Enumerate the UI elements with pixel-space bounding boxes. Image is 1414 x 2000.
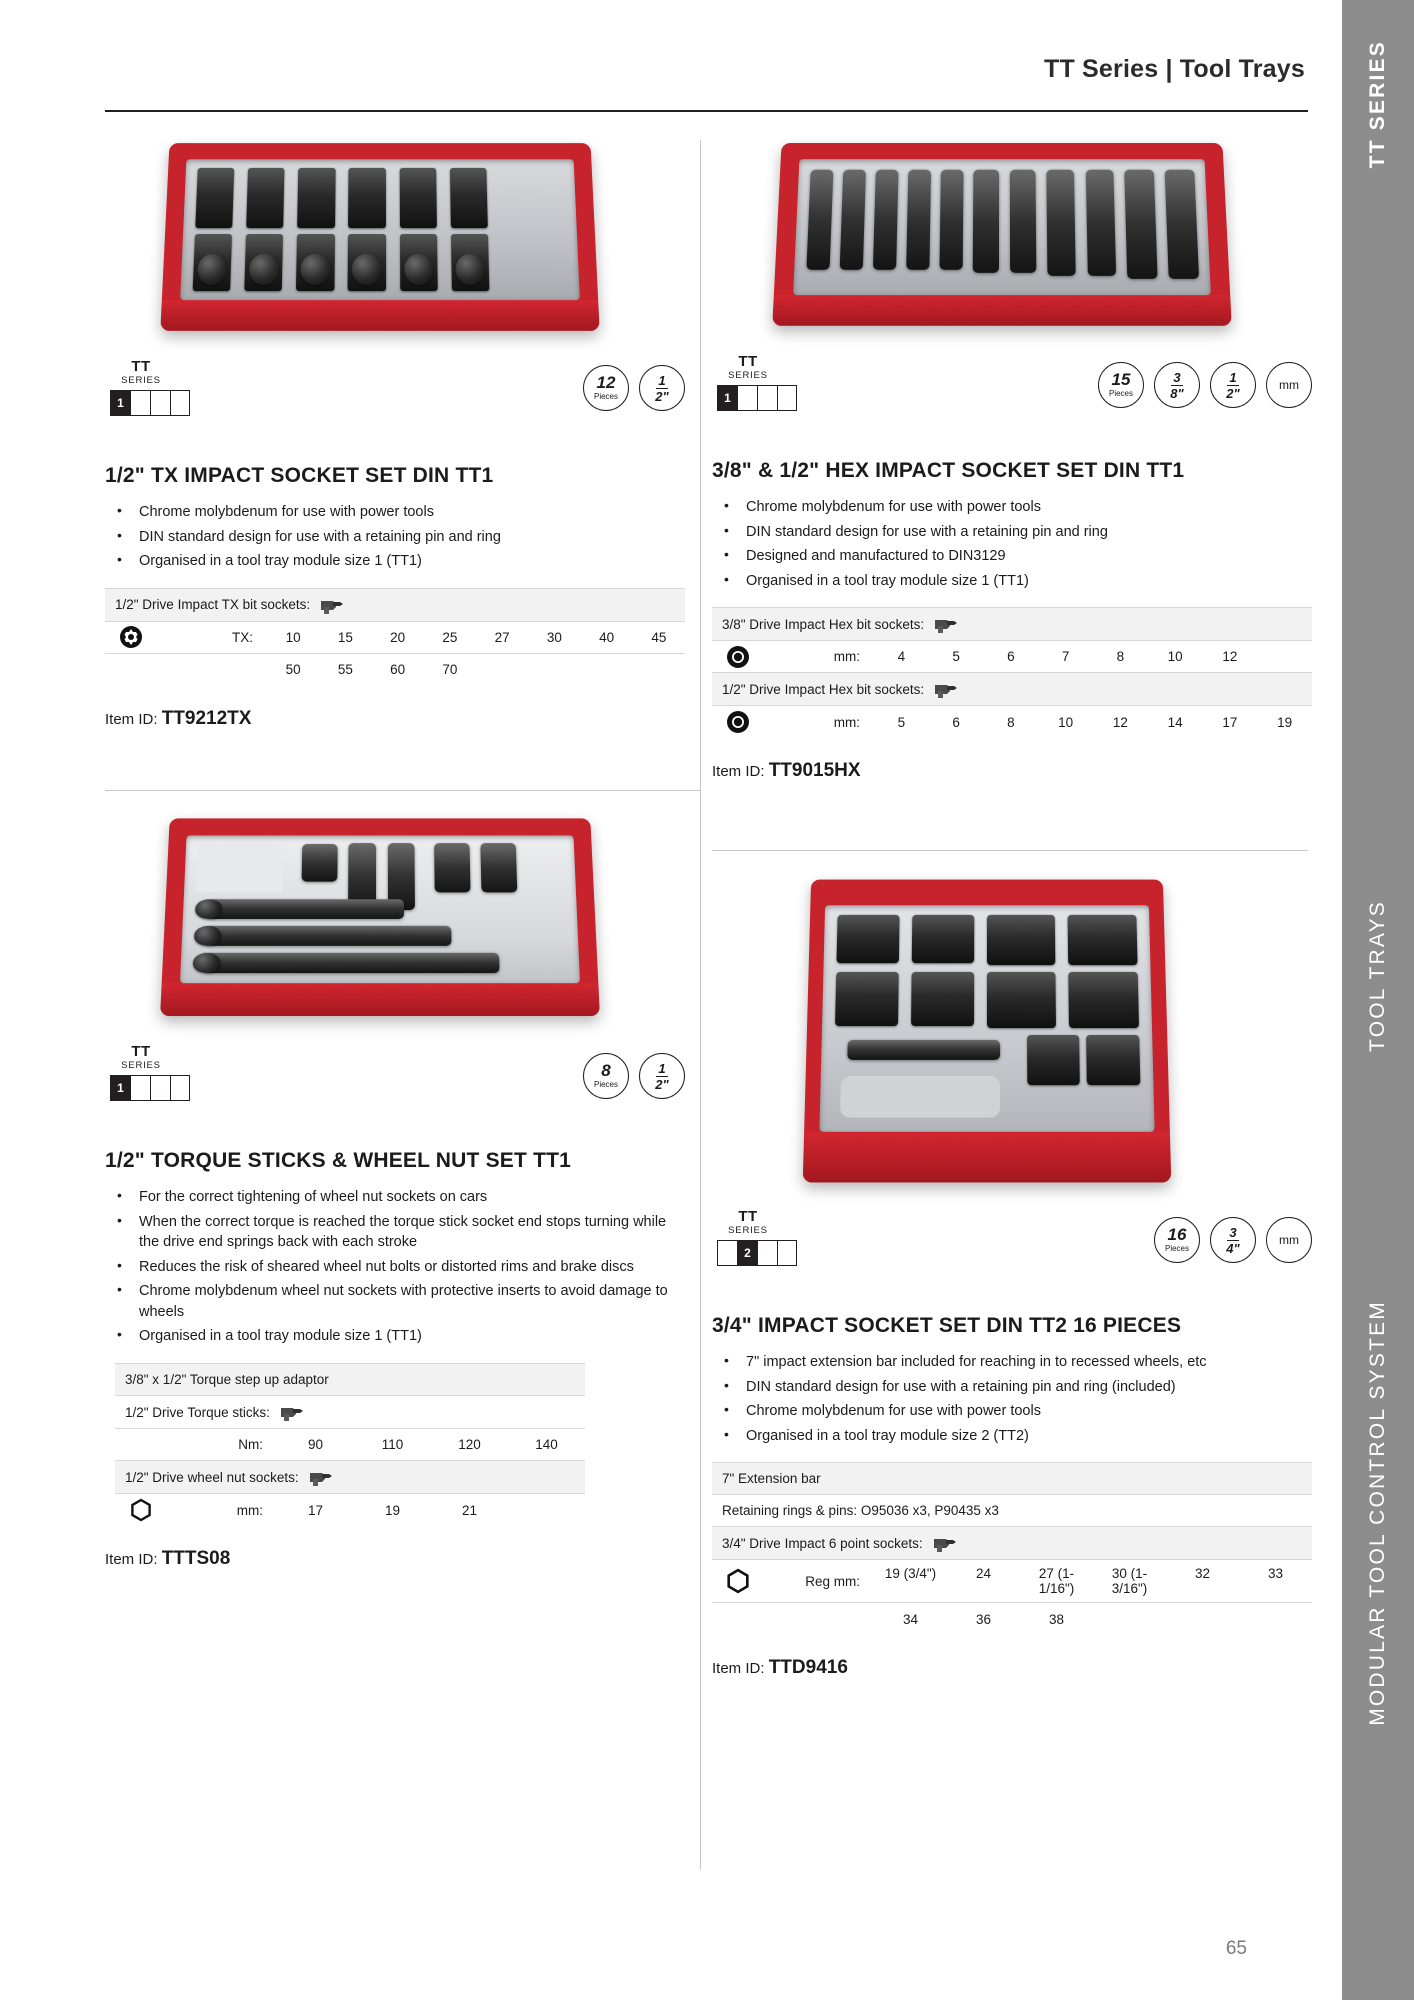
spec-value: 38 (1048, 1611, 1065, 1627)
spec-table-header-row (712, 608, 1312, 641)
piece-count-unit: Pieces (593, 1080, 618, 1090)
spec-badges (1098, 362, 1312, 408)
spec-header-text: 3/8" Drive Impact Hex bit sockets: (722, 616, 925, 632)
feature-item: • Chrome molybdenum wheel nut sockets with protective inserts to avoid damage to wheels (105, 1281, 685, 1322)
tray-size-cell (777, 1240, 797, 1266)
spec-table-row (712, 641, 1312, 673)
tt-series-sublabel: SERIES (728, 370, 768, 381)
spec-table-header-row (712, 673, 1312, 706)
piece-count-unit: Pieces (1164, 1244, 1189, 1254)
spec-plain-text: 3/8" x 1/2" Torque step up adaptor (125, 1372, 329, 1388)
spec-value: 32 (1194, 1566, 1211, 1582)
spec-value (633, 656, 685, 683)
spec-row-values (874, 643, 1312, 670)
feature-item: • DIN standard design for use with a retaining pin and ring (105, 527, 685, 548)
spec-value: 5 (897, 714, 906, 730)
metric-badge (1266, 362, 1312, 408)
spec-row-values (267, 656, 685, 683)
item-id-value: TTTS08 (161, 1548, 231, 1570)
spec-value: 5 (952, 649, 960, 665)
product-title: 1/2" TX IMPACT SOCKET SET DIN TT1 (105, 464, 494, 487)
spec-row-unit: mm: (833, 714, 860, 730)
spec-value: 12 (1222, 649, 1238, 665)
feature-item: • Designed and manufactured to DIN3129 (712, 546, 1312, 567)
spec-value: 4 (897, 649, 906, 665)
spec-plain-text: 7" Extension bar (722, 1471, 821, 1487)
spec-table-row (115, 1494, 585, 1526)
tt-series-sublabel: SERIES (121, 375, 161, 386)
spec-table-row (712, 706, 1312, 738)
drive-size-badge (1154, 362, 1200, 408)
spec-header-text: 1/2" Drive Impact Hex bit sockets: (722, 681, 925, 697)
spec-value: 36 (975, 1611, 992, 1627)
spec-value: 14 (1167, 714, 1183, 730)
spec-value: 120 (458, 1437, 481, 1453)
spec-value (528, 656, 580, 683)
spec-value: 21 (461, 1502, 478, 1518)
spec-badges (583, 365, 685, 411)
header-divider (105, 110, 1308, 112)
column-divider (700, 140, 701, 1870)
drive-size-numerator: 1 (658, 1060, 666, 1076)
spec-plain-text: Retaining rings & pins: O95036 x3, P90435 x3 (722, 1503, 999, 1519)
spec-value: 12 (1112, 714, 1128, 730)
piece-count-badge (583, 365, 629, 411)
tray-size-cell (130, 1075, 150, 1101)
feature-list (712, 1352, 1312, 1446)
product-title: 1/2" TORQUE STICKS & WHEEL NUT SET TT1 (105, 1149, 572, 1172)
spec-value: 10 (1167, 649, 1183, 665)
tray-size-cell (757, 385, 777, 411)
feature-item: • Chrome molybdenum for use with power tools (712, 1401, 1312, 1422)
tt-series-label: TT (738, 353, 758, 370)
feature-item: • Chrome molybdenum for use with power tools (712, 497, 1312, 518)
feature-item: • Organised in a tool tray module size 1 (TT1) (105, 551, 685, 572)
page-number: 65 (1225, 1938, 1247, 1959)
impact-wrench-icon (932, 679, 962, 699)
spec-value: 8 (1116, 649, 1125, 665)
spec-value: 30 (1-3/16") (1111, 1566, 1148, 1597)
spec-value: 19 (3/4") (884, 1566, 937, 1582)
item-id (105, 708, 685, 730)
spec-table-row (105, 654, 685, 686)
spec-value: 30 (546, 629, 562, 645)
left-column-divider (105, 790, 700, 791)
metric-badge-label: mm (1279, 1233, 1299, 1247)
spec-header-label (115, 1396, 318, 1428)
drive-size-badge (639, 365, 685, 411)
drive-size-badge (1210, 1217, 1256, 1263)
tray-size-cell: 2 (737, 1240, 757, 1266)
spec-table (115, 1363, 585, 1526)
spec-table (712, 607, 1312, 738)
hex-outline-icon (712, 1568, 764, 1594)
spec-table-header-row (712, 1527, 1312, 1560)
product-title: 3/4" IMPACT SOCKET SET DIN TT2 16 PIECES (712, 1314, 1182, 1337)
feature-item: • Organised in a tool tray module size 1 (TT1) (712, 571, 1312, 592)
piece-count-unit: Pieces (593, 392, 618, 402)
spec-value: 7 (1061, 649, 1070, 665)
spec-value: 8 (1007, 714, 1015, 730)
page-title: TT Series | Tool Trays (1043, 55, 1305, 83)
spec-value: 10 (1058, 714, 1074, 730)
spec-row-unit: mm: (236, 1502, 263, 1518)
feature-item: • Reduces the risk of sheared wheel nut bolts or distorted rims and brake discs (105, 1257, 685, 1278)
spec-table-header-row (105, 589, 685, 622)
product-image-tt9015hx (777, 140, 1227, 340)
spec-header-label (712, 608, 972, 640)
spec-header-text: 1/2" Drive Torque sticks: (125, 1404, 270, 1420)
product-image-ttts08 (165, 815, 595, 1030)
piece-count-value: 12 (596, 373, 616, 393)
item-id-label: Item ID: (105, 710, 158, 728)
feature-item: • Chrome molybdenum for use with power tools (105, 502, 685, 523)
spec-table-row (712, 1560, 1312, 1603)
metric-badge-label: mm (1279, 378, 1299, 392)
tray-size-cell (150, 1075, 170, 1101)
drive-size-denominator: 8" (1170, 385, 1184, 401)
spec-value: 17 (307, 1502, 324, 1518)
spec-value (508, 1497, 585, 1524)
spec-table-header-row (115, 1461, 585, 1494)
spec-badges (583, 1053, 685, 1099)
feature-list (712, 497, 1312, 591)
spec-header-label (712, 673, 972, 705)
piece-count-unit: Pieces (1108, 389, 1133, 399)
spec-value: 60 (390, 662, 406, 678)
spec-value: 19 (1277, 714, 1293, 730)
spec-header-text: 1/2" Drive Impact TX bit sockets: (115, 597, 311, 613)
spec-table-row (712, 1603, 1312, 1635)
feature-item: • For the correct tightening of wheel nut sockets on cars (105, 1187, 685, 1208)
piece-count-badge (1154, 1217, 1200, 1263)
spec-table-plain-row (115, 1364, 585, 1396)
hex-socket-icon (712, 710, 764, 734)
item-id-value: TT9212TX (161, 707, 252, 729)
feature-list (105, 1187, 685, 1347)
hex-socket-icon (712, 645, 764, 669)
tray-size-cell (717, 1240, 737, 1266)
spec-value (1257, 643, 1312, 670)
spec-value: 140 (535, 1437, 558, 1453)
product-card-ttts08 (105, 815, 685, 1570)
spec-table-header-row (115, 1396, 585, 1429)
item-id (105, 1548, 685, 1570)
spec-value: 6 (952, 714, 960, 730)
spec-row-values (277, 1431, 585, 1458)
spec-value: 33 (1267, 1566, 1284, 1582)
product-image-ttd9416 (807, 875, 1167, 1195)
spec-value: 45 (651, 629, 667, 645)
product-title: 3/8" & 1/2" HEX IMPACT SOCKET SET DIN TT1 (712, 459, 1185, 482)
spec-value: 27 (1-1/16") (1038, 1566, 1075, 1597)
product-image-tt9212tx (165, 140, 595, 345)
spec-value: 50 (285, 662, 301, 678)
rail-label-tt-series: TT SERIES (1366, 40, 1389, 169)
spec-table (712, 1462, 1312, 1635)
spec-table-plain-row (712, 1463, 1312, 1495)
piece-count-badge (1098, 362, 1144, 408)
drive-size-badge (1210, 362, 1256, 408)
feature-item: • Organised in a tool tray module size 1 (TT1) (105, 1326, 685, 1347)
spec-row-unit: TX: (231, 629, 253, 645)
drive-size-numerator: 3 (1229, 1224, 1237, 1240)
spec-value: 6 (1007, 649, 1015, 665)
item-id-value: TT9015HX (768, 760, 861, 782)
spec-header-label (712, 1527, 971, 1559)
torx-icon (105, 625, 157, 649)
feature-item: • 7" impact extension bar included for reaching in to recessed wheels, etc (712, 1352, 1312, 1373)
piece-count-value: 16 (1167, 1225, 1187, 1245)
drive-size-numerator: 1 (658, 372, 666, 388)
tray-size-cell: 1 (717, 385, 737, 411)
spec-table (105, 588, 685, 686)
spec-header-label (115, 1461, 347, 1493)
item-id (712, 1657, 1312, 1679)
tray-size-cell (757, 1240, 777, 1266)
drive-size-badge (639, 1053, 685, 1099)
spec-badges (1154, 1217, 1312, 1263)
spec-value: 55 (337, 662, 353, 678)
impact-wrench-icon (307, 1467, 337, 1487)
tray-size-cell: 1 (110, 1075, 130, 1101)
spec-value: 40 (599, 629, 615, 645)
item-id (712, 760, 1312, 782)
drive-size-denominator: 4" (1226, 1240, 1240, 1256)
spec-value: 110 (381, 1437, 404, 1453)
drive-size-denominator: 2" (655, 388, 669, 404)
tt-series-label: TT (131, 1043, 151, 1060)
feature-item: • DIN standard design for use with a retaining pin and ring (included) (712, 1377, 1312, 1398)
metric-badge (1266, 1217, 1312, 1263)
rail-label-modular: MODULAR TOOL CONTROL SYSTEM (1366, 1300, 1389, 1726)
tray-size-cell: 1 (110, 390, 130, 416)
drive-size-numerator: 3 (1173, 369, 1181, 385)
feature-item: • Organised in a tool tray module size 2 (TT2) (712, 1426, 1312, 1447)
spec-value: 17 (1222, 714, 1238, 730)
drive-size-denominator: 2" (1226, 385, 1240, 401)
spec-value: 70 (442, 662, 458, 678)
spec-value (1239, 1606, 1312, 1633)
tt-series-sublabel: SERIES (121, 1060, 161, 1071)
spec-table-row (105, 622, 685, 654)
tt-series-label: TT (131, 358, 151, 375)
spec-row-values (277, 1497, 585, 1524)
side-rail (1342, 0, 1414, 2000)
product-card-tt9212tx (105, 140, 685, 730)
product-card-tt9015hx (712, 140, 1312, 782)
tray-size-cell (170, 1075, 190, 1101)
spec-value (1093, 1606, 1166, 1633)
impact-wrench-icon (931, 1533, 961, 1553)
feature-list (105, 502, 685, 572)
spec-row-values (874, 1560, 1312, 1602)
drive-size-denominator: 2" (655, 1076, 669, 1092)
spec-header-text: 3/4" Drive Impact 6 point sockets: (722, 1535, 923, 1551)
spec-row-values (267, 624, 685, 651)
right-column-divider (712, 850, 1308, 851)
spec-header-label (105, 589, 358, 621)
spec-value: 24 (975, 1566, 992, 1582)
spec-header-text: 1/2" Drive wheel nut sockets: (125, 1469, 299, 1485)
spec-value: 34 (902, 1611, 919, 1627)
tray-size-cell (737, 385, 757, 411)
spec-table-plain-row (712, 1495, 1312, 1527)
spec-value: 10 (285, 629, 301, 645)
spec-value (581, 656, 633, 683)
tray-size-cell (150, 390, 170, 416)
rail-label-tool-trays: TOOL TRAYS (1366, 900, 1389, 1052)
spec-value: 90 (307, 1437, 324, 1453)
spec-row-unit: Nm: (238, 1437, 263, 1453)
spec-value (476, 656, 528, 683)
tray-size-cell (777, 385, 797, 411)
item-id-label: Item ID: (712, 1660, 765, 1678)
item-id-label: Item ID: (712, 763, 765, 781)
spec-row-unit: mm: (833, 649, 860, 665)
product-card-ttd9416 (712, 875, 1312, 1679)
page-header (105, 55, 1305, 84)
spec-table-row (115, 1429, 585, 1461)
spec-value: 27 (494, 629, 510, 645)
feature-item: • When the correct torque is reached the torque stick socket end stops turning while the drive end springs back with each stroke (105, 1212, 685, 1253)
spec-row-values (874, 1606, 1312, 1633)
spec-value: 15 (337, 629, 353, 645)
item-id-value: TTD9416 (768, 1657, 848, 1679)
tt-series-sublabel: SERIES (728, 1225, 768, 1236)
spec-value: 19 (384, 1502, 401, 1518)
impact-wrench-icon (278, 1402, 308, 1422)
item-id-label: Item ID: (105, 1551, 158, 1569)
feature-item: • DIN standard design for use with a retaining pin and ring (712, 522, 1312, 543)
piece-count-value: 15 (1111, 370, 1131, 390)
spec-row-unit: Reg mm: (805, 1573, 860, 1589)
spec-row-values (874, 709, 1312, 736)
tray-size-cell (170, 390, 190, 416)
spec-value: 25 (442, 629, 458, 645)
spec-value: 20 (390, 629, 406, 645)
tt-series-label: TT (738, 1208, 758, 1225)
piece-count-badge (583, 1053, 629, 1099)
impact-wrench-icon (932, 614, 962, 634)
drive-size-numerator: 1 (1229, 369, 1237, 385)
tray-size-cell (130, 390, 150, 416)
piece-count-value: 8 (601, 1061, 611, 1081)
impact-wrench-icon (318, 595, 348, 615)
hex-outline-icon (115, 1498, 167, 1522)
spec-value (1166, 1606, 1239, 1633)
